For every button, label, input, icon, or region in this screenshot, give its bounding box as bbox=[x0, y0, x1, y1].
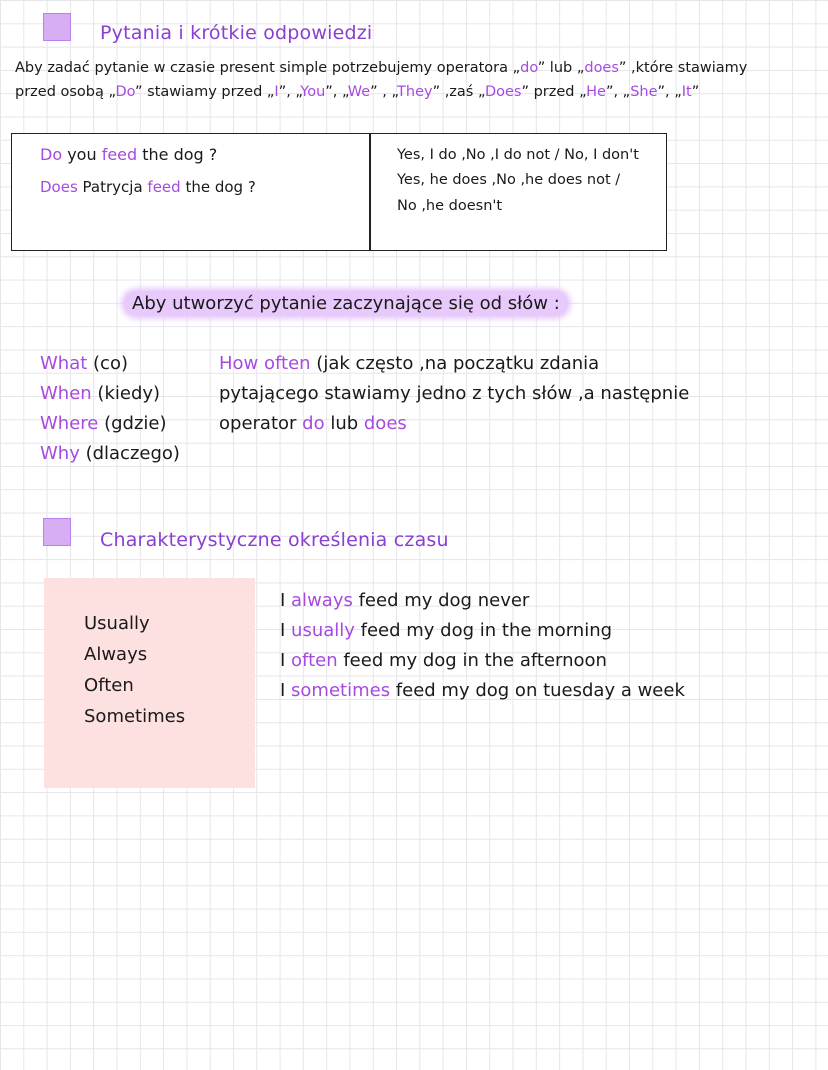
answer-3: No ,he doesn't bbox=[397, 198, 503, 214]
how-often-note: How often (jak często ,na początku zdania pytającego stawiamy jedno z tych słów ,a następnie operator do lub does bbox=[219, 353, 690, 434]
answer-1: Yes, I do ,No ,I do not / No, I don't bbox=[397, 147, 639, 163]
list-item: When (kiedy) bbox=[40, 383, 161, 404]
list-item: What (co) bbox=[40, 353, 128, 374]
adverbs-box bbox=[44, 578, 255, 788]
list-item: Where (gdzie) bbox=[40, 413, 167, 434]
intro-line-1: Aby zadać pytanie w czasie present simple potrzebujemy operatora „do” lub „does” ,które stawiamy bbox=[15, 60, 748, 76]
section1-checkbox bbox=[43, 13, 71, 41]
example-sentence: I always feed my dog never bbox=[280, 590, 530, 611]
example-sentence: I usually feed my dog in the morning bbox=[280, 620, 613, 641]
section2-title: Charakterystyczne określenia czasu bbox=[100, 529, 449, 551]
adverb-item: Often bbox=[84, 675, 134, 696]
example-sentences bbox=[280, 586, 685, 706]
table-divider bbox=[369, 134, 371, 250]
example-sentence: I sometimes feed my dog on tuesday a week bbox=[280, 680, 685, 701]
question-answer-table bbox=[11, 133, 667, 251]
intro-line-2: przed osobą „Do” stawiamy przed „I”, „You”, „We” , „They” ,zaś „Does” przed „He”, „She”, „It” bbox=[15, 84, 700, 100]
adverb-item: Sometimes bbox=[84, 706, 186, 727]
question-1: Do you feed the dog ? bbox=[40, 145, 218, 164]
example-sentence: I often feed my dog in the afternoon bbox=[280, 650, 607, 671]
question-words-heading: Aby utworzyć pytanie zaczynające się od słów : bbox=[124, 291, 568, 316]
list-item: Why (dlaczego) bbox=[40, 443, 180, 464]
question-2: Does Patrycja feed the dog ? bbox=[40, 178, 256, 196]
adverb-item: Always bbox=[84, 644, 148, 665]
question-words-list bbox=[40, 349, 180, 469]
answer-2: Yes, he does ,No ,he does not / bbox=[397, 172, 621, 188]
section2-checkbox bbox=[43, 518, 71, 546]
adverb-item: Usually bbox=[84, 613, 150, 634]
section1-title: Pytania i krótkie odpowiedzi bbox=[100, 22, 373, 44]
